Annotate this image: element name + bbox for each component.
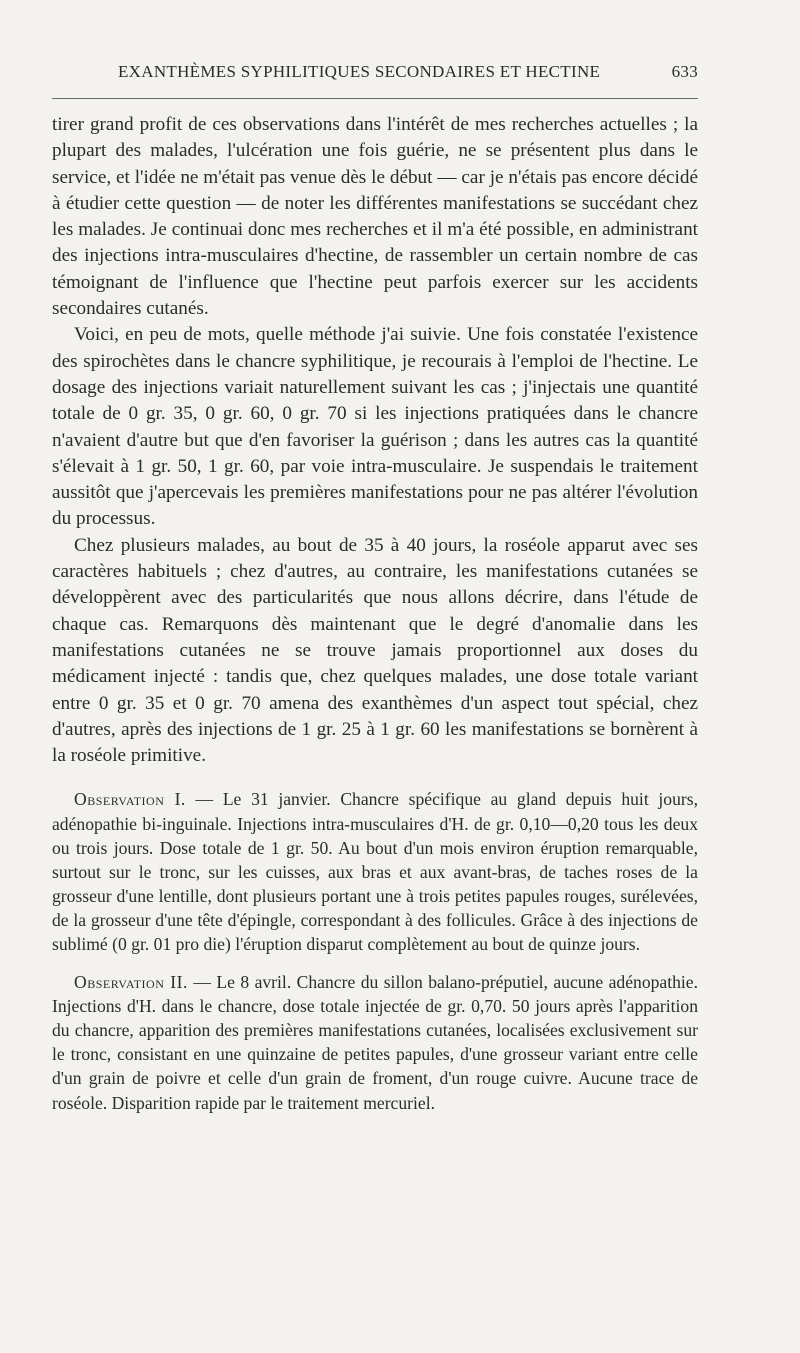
page-number: 633 bbox=[671, 62, 698, 81]
running-header bbox=[52, 62, 698, 88]
observation-paragraph bbox=[52, 970, 698, 1115]
main-text bbox=[52, 112, 698, 769]
paragraph: Chez plusieurs malades, au bout de 35 à 40 jours, la roséole apparut avec ses caractères habituels ; chez d'autres, au contraire, les manifestations cutanées se développèrent avec des particularités que nous allons décrire, dans l'étude de chaque cas. Remarquons dès maintenant que le degré d'anomalie dans les manifestations cutanées ne se trouve jamais proportionnel aux doses du médicament injecté : tandis que, chez quelques malades, une dose totale variant entre 0 gr. 35 et 0 gr. 70 amena des exanthèmes d'un aspect tout spécial, chez d'autres, après des injections de 1 gr. 25 à 1 gr. 60 les manifestations se bornèrent à la roséole primitive. bbox=[52, 534, 698, 767]
observation-1 bbox=[52, 787, 698, 956]
observation-text: — Le 31 janvier. Chancre spécifique au gland depuis huit jours, adénopathie bi-inguinale. Injections intra-musculaires d'H. de gr. 0,10—0,20 tous les deux ou trois jours. Dose totale de 1 gr. 50. Au bout d'un mois environ éruption remarquable, surtout sur le tronc, sur les cuisses, aux bras et aux avant-bras, de taches roses de la grosseur d'une lentille, dont plusieurs portant une à trois petites papules rouges, surélevées, de la grosseur d'une tête d'épingle, correspondant à des follicules. Grâce à des injections de sublimé (0 gr. 01 pro die) l'éruption disparut complètement au bout de quinze jours. bbox=[52, 789, 698, 954]
page-body bbox=[52, 112, 698, 1115]
observation-label: Observation I. bbox=[74, 789, 186, 810]
header-rule bbox=[52, 98, 698, 99]
paragraph: tirer grand profit de ces observations dans l'intérêt de mes recherches actuelles ; la plupart des malades, l'ulcération une fois guérie, ne se présentent plus dans le service, et l'idée ne m'était pas venue dès le début — car je n'étais pas encore décidé à étudier cette question — de noter les différentes manifestations se succédant chez les malades. Je continuai donc mes recherches et il m'a été possible, en administrant des injections intra-musculaires d'hectine, de rassembler un certain nombre de cas témoignant de l'influence que l'hectine peut parfois exercer sur les accidents secondaires cutanés. bbox=[52, 114, 698, 320]
observation-paragraph bbox=[52, 787, 698, 956]
paragraph: Voici, en peu de mots, quelle méthode j'ai suivie. Une fois constatée l'existence des spirochètes dans le chancre syphilitique, je recourais à l'emploi de l'hectine. Le dosage des injections variait naturellement suivant les cas ; j'injectais une quantité totale de 0 gr. 35, 0 gr. 60, 0 gr. 70 si les injections pratiquées dans le chancre n'avaient d'autre but que d'en favoriser la guérison ; dans les autres cas la quantité s'élevait à 1 gr. 50, 1 gr. 60, par voie intra-musculaire. Je suspendais le traitement aussitôt que j'apercevais les premières manifestations pour ne pas altérer l'évolution du processus. bbox=[52, 324, 698, 530]
observation-label: Observation II. bbox=[74, 972, 188, 993]
observation-text: — Le 8 avril. Chancre du sillon balano-préputiel, aucune adénopathie. Injections d'H. dans le chancre, dose totale injectée de gr. 0,70. 50 jours après l'apparition du chancre, apparition des premières manifestations cutanées, localisées exclusivement sur le tronc, consistant en une quinzaine de petites papules, d'une grosseur variant entre celle d'un grain de poivre et celle d'un grain de froment, d'un rouge cuivre. Aucune trace de roséole. Disparition rapide par le traitement mercuriel. bbox=[52, 972, 699, 1113]
header-title: EXANTHÈMES SYPHILITIQUES SECONDAIRES ET HECTINE bbox=[118, 62, 601, 81]
observation-2 bbox=[52, 970, 698, 1115]
